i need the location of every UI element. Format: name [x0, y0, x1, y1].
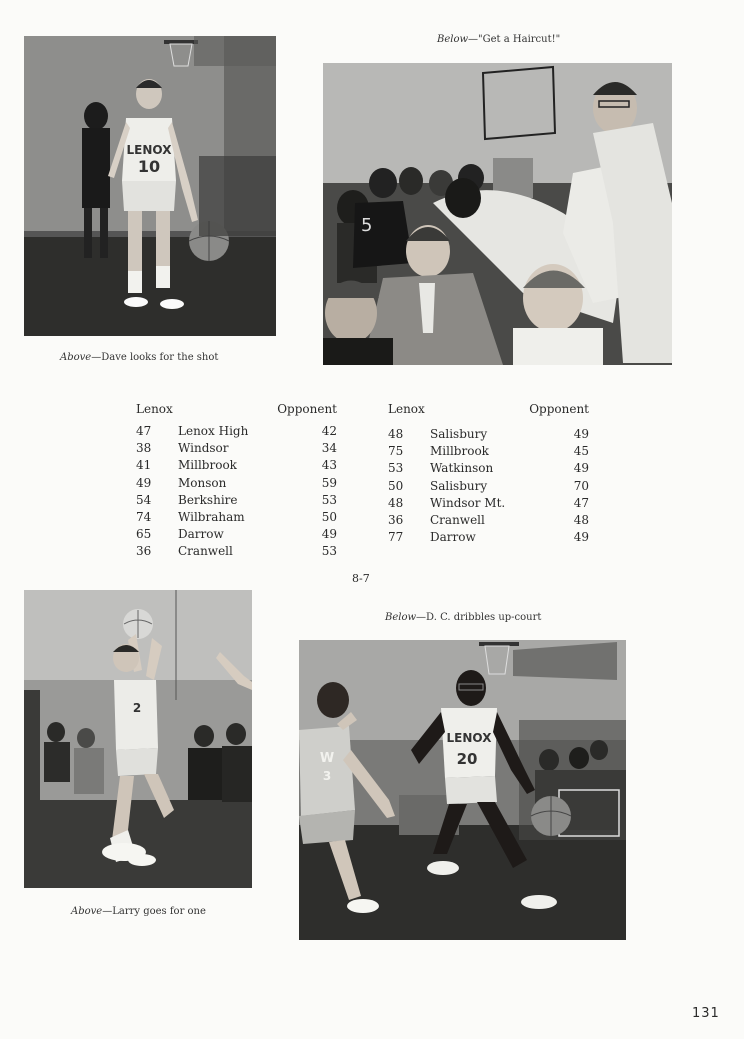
lenox-score: 47 [136, 424, 152, 438]
opponent-score: 49 [573, 427, 589, 441]
caption-text: —D. C. dribbles up-court [416, 612, 542, 623]
lenox-score: 77 [388, 530, 404, 545]
lenox-score: 65 [136, 527, 152, 542]
opponent-score: 45 [573, 444, 589, 459]
lenox-score: 74 [136, 509, 152, 524]
caption-top-left [60, 352, 218, 363]
caption-lead: Below [385, 612, 417, 623]
opponent-score: 43 [321, 458, 337, 473]
lenox-score: 49 [136, 475, 152, 490]
opponent-name: Darrow [430, 530, 476, 545]
score-row [136, 423, 342, 440]
lenox-score: 41 [136, 458, 152, 473]
opponent-score: 49 [573, 530, 589, 545]
score-row [388, 529, 594, 546]
score-rows-right [388, 426, 594, 546]
opponent-score: 48 [573, 512, 589, 527]
caption-text: —Larry goes for one [102, 906, 206, 917]
svg-text:W: W [319, 751, 335, 766]
opponent-score: 42 [321, 424, 337, 438]
opponent-score: 53 [321, 492, 337, 507]
bench-jersey-number: 5 [361, 215, 373, 236]
header-lenox: Lenox [136, 402, 173, 416]
season-record: 8-7 [352, 572, 370, 585]
opponent-score: 50 [321, 509, 337, 524]
opponent-score: 49 [321, 527, 337, 542]
caption-text: —"Get a Haircut!" [468, 34, 561, 45]
page-number: 131 [692, 1006, 720, 1021]
lenox-score: 75 [388, 444, 404, 459]
lenox-score: 48 [388, 427, 404, 441]
photo-bench-haircut [323, 63, 672, 365]
opponent-score: 59 [321, 475, 337, 490]
score-row [136, 509, 342, 526]
opponent-score: 34 [321, 441, 337, 456]
lenox-score: 48 [388, 495, 404, 510]
opponent-name: Watkinson [430, 461, 494, 476]
header-opponent: Opponent [277, 402, 337, 416]
opponent-name: Monson [178, 475, 227, 490]
opponent-name: Cranwell [178, 544, 233, 559]
opponent-name: Salisbury [430, 478, 488, 493]
opponent-name: Windsor [178, 441, 229, 456]
score-row [136, 457, 342, 474]
opponent-score: 70 [573, 478, 589, 493]
caption-bottom-right [385, 612, 541, 623]
opponent-name: Lenox High [178, 424, 249, 438]
lenox-score: 50 [388, 478, 404, 493]
score-row [136, 492, 342, 509]
opponent-score: 53 [321, 544, 337, 559]
lenox-score: 54 [136, 492, 152, 507]
score-row [136, 543, 342, 560]
svg-text:20: 20 [456, 750, 478, 768]
opponent-score: 49 [573, 461, 589, 476]
caption-lead: Above [71, 906, 103, 917]
score-row [388, 478, 594, 495]
lenox-score: 36 [136, 544, 152, 559]
score-table-left [136, 401, 342, 563]
opponent-score: 47 [573, 495, 589, 510]
score-row [388, 495, 594, 512]
lenox-score: 53 [388, 461, 404, 476]
score-row [388, 426, 594, 443]
opponent-name: Millbrook [178, 458, 237, 473]
svg-text:3: 3 [322, 769, 332, 783]
svg-text:2: 2 [132, 701, 142, 715]
score-row [136, 475, 342, 492]
score-row [388, 512, 594, 529]
lenox-score: 38 [136, 441, 152, 456]
opponent-name: Berkshire [178, 492, 238, 507]
opponent-name: Windsor Mt. [430, 495, 506, 510]
header-opponent: Opponent [529, 402, 589, 416]
caption-lead: Above [60, 352, 92, 363]
photo-dc-dribble [299, 640, 626, 940]
photo-dave-shot [24, 36, 276, 336]
opponent-name: Salisbury [430, 427, 488, 441]
score-row [136, 526, 342, 543]
photo-larry-shot [24, 590, 252, 888]
opponent-name: Darrow [178, 527, 224, 542]
opponent-name: Cranwell [430, 512, 485, 527]
score-row [388, 460, 594, 477]
score-table-right [388, 401, 594, 549]
caption-lead: Below [437, 34, 469, 45]
opponent-name: Wilbraham [178, 509, 245, 524]
caption-bottom-left [71, 906, 206, 917]
svg-text:10: 10 [137, 157, 161, 176]
score-row [388, 443, 594, 460]
header-lenox: Lenox [388, 402, 425, 416]
score-rows-left [136, 423, 342, 561]
caption-top-right [437, 34, 560, 45]
dave-jersey-text: LENOX [126, 143, 172, 157]
lenox-score: 36 [388, 512, 404, 527]
opponent-name: Millbrook [430, 444, 489, 459]
caption-text: —Dave looks for the shot [91, 352, 219, 363]
svg-text:LENOX: LENOX [446, 731, 492, 745]
score-row [136, 440, 342, 457]
